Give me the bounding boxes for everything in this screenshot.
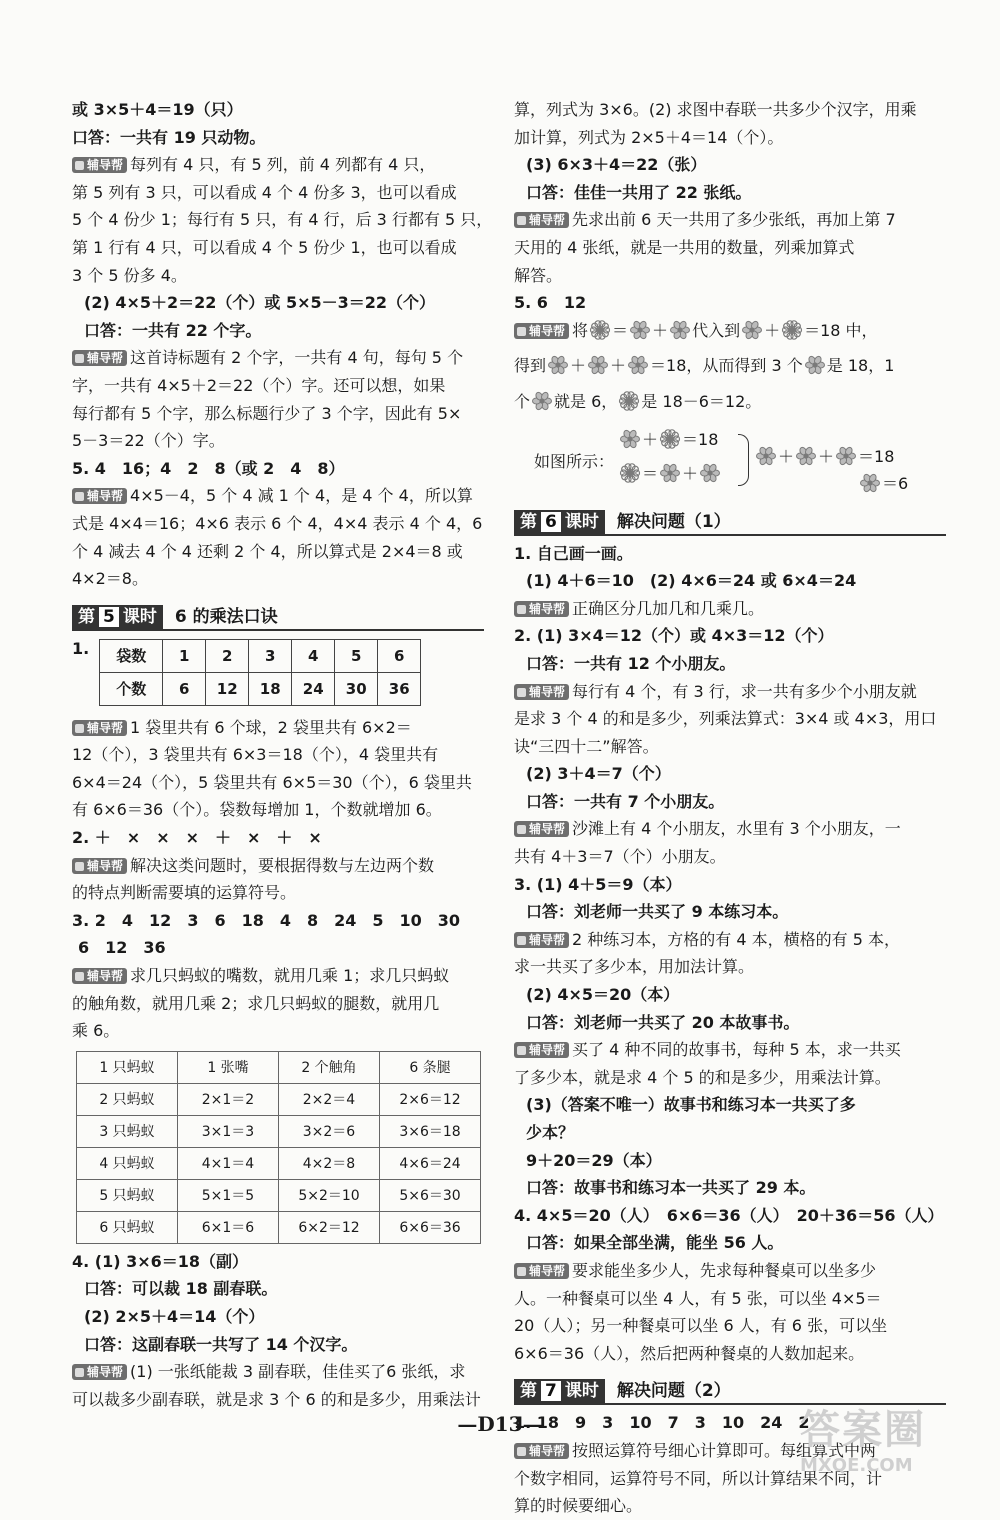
page-number: —D13— (457, 1412, 543, 1436)
table-cell: 1 张嘴 (178, 1051, 279, 1083)
answer-line: 9＋20＝29（本） (526, 1150, 662, 1170)
book-icon (517, 825, 526, 834)
book-icon (75, 1368, 84, 1377)
lesson-title: 解决问题（1） (616, 511, 731, 532)
bags-table (99, 639, 421, 706)
answer-line: (3)（答案不唯一）故事书和练习本一共买了多 (526, 1095, 856, 1115)
table-cell: 6 (163, 672, 206, 705)
book-icon (75, 354, 84, 363)
book-icon (75, 161, 84, 170)
table-cell: 2 只蚂蚁 (77, 1083, 178, 1115)
helper-tag: 辅导帮 (514, 212, 569, 228)
table-cell: 3×2＝6 (279, 1115, 380, 1147)
lesson-title: 解决问题（2） (616, 1381, 731, 1402)
flower-b-icon (803, 355, 827, 375)
hint-block: 辅导帮 按照运算符号细心计算即可。每组算式中两 个数字相同，运算符号不同，所以计算结果不同，计 算的时候要细心。 (514, 1440, 883, 1516)
hint-text: 正确区分几加几和几乘几。 (572, 598, 765, 618)
table-cell: 6×1＝6 (178, 1211, 279, 1243)
table-cell: 2×2＝4 (279, 1083, 380, 1115)
table-cell: 36 (378, 672, 421, 705)
watermark-text: 答案圈 (800, 1407, 926, 1453)
helper-tag: 辅导帮 (514, 684, 569, 700)
table-row (77, 1115, 481, 1147)
table-cell: 5 (335, 639, 378, 672)
table-cell: 个数 (100, 672, 163, 705)
flower-b-icon (530, 391, 554, 411)
table-cell: 24 (292, 672, 335, 705)
table-cell: 4×1＝4 (178, 1147, 279, 1179)
flower-diagram: 如图所示： ＋ ＝18 ＝ ＋ ＋ ＋ ＝18 ＝6 (534, 429, 909, 493)
answer-line: (2) 2×5＋4＝14（个） (84, 1307, 265, 1326)
hint-block: 辅导帮 要求能坐多少人，先求每种餐桌可以坐多少 人。一种餐桌可以坐 4 人，有 5 张，可以坐 4×5＝ 20（人）；另一种餐桌可以坐 6 人，有 6 张，可以坐 6×6＝36（人），然后把两种餐桌的人数加起来。 (514, 1260, 888, 1363)
book-icon (517, 1447, 526, 1456)
helper-tag: 辅导帮 (514, 601, 569, 617)
answer-line: 5. 4 16；4 2 8（或 2 4 8） (72, 458, 345, 478)
book-icon (517, 936, 526, 945)
flower-b-icon (546, 355, 570, 375)
table-cell: 6 (378, 639, 421, 672)
answer-line: (2) 4×5＝20（本） (526, 985, 680, 1005)
flower-a-icon (618, 463, 642, 483)
table-cell: 3 只蚂蚁 (77, 1115, 178, 1147)
flower-b-icon (740, 320, 764, 340)
flower-b-icon (668, 320, 692, 340)
table-cell: 6 只蚂蚁 (77, 1211, 178, 1243)
book-icon (517, 1267, 526, 1276)
hint-block: 辅导帮 每列有 4 只，有 5 列，前 4 列都有 4 只， 第 5 列有 3 只，可以看成 4 个 4 份多 3，也可以看成 5 个 4 份少 1；每行有 5 只，有 4 行，后 3 行都有 5 只， 第 1 行有 4 只，可以看成 4 个 5 份少 1，也可以看成 3 个 5 份多 4。 (72, 155, 493, 285)
right-column (514, 96, 946, 1520)
table-cell: 2 (206, 639, 249, 672)
table-cell: 5×2＝10 (279, 1179, 380, 1211)
answer-line: 口答：一共有 12 个小朋友。 (526, 653, 736, 673)
answer-line: 3. 2 4 12 3 6 18 4 8 24 5 10 30 (72, 910, 461, 930)
left-column (72, 96, 493, 1413)
book-icon (75, 492, 84, 501)
book-icon (517, 216, 526, 225)
answer-line: 口答：刘老师一共买了 9 本练习本。 (526, 902, 789, 922)
answer-line: (1) 4＋6＝10 (2) 4×6＝24 或 6×4＝24 (526, 571, 857, 591)
table-cell: 3×6＝18 (380, 1115, 481, 1147)
brace-icon (738, 434, 749, 486)
helper-tag: 辅导帮 (514, 1042, 569, 1058)
answer-line: 口答：一共有 7 个小朋友。 (526, 791, 725, 811)
flower-hint: 辅导帮 将 ＝ ＋ 代入到 ＋ ＝18 中， 得到 ＋ ＋ ＝18，从而得到 3 个 是 18，1 个 就是 6， 是 18－6＝12。 (514, 320, 895, 411)
table-row (100, 672, 421, 705)
answer-line: 6 12 36 (78, 938, 166, 958)
hint-block: 辅导帮 每行有 4 个，有 3 行，求一共有多少个小朋友就 是求 3 个 4 的和是多少，列乘法算式：3×4 或 4×3，用口 诀“三四十二”解答。 (514, 681, 937, 756)
book-icon (75, 972, 84, 981)
book-icon (517, 688, 526, 697)
book-icon (517, 327, 526, 336)
flower-a-icon (780, 320, 804, 340)
table-cell: 6 条腿 (380, 1051, 481, 1083)
helper-tag: 辅导帮 (72, 157, 127, 173)
table-cell: 袋数 (100, 639, 163, 672)
ants-table (76, 1051, 481, 1244)
flower-b-icon (754, 446, 778, 466)
table-cell: 5×1＝5 (178, 1179, 279, 1211)
hint-block: 辅导帮 2 种练习本，方格的有 4 本，横格的有 5 本， 求一共买了多少本，用加法计算。 (514, 929, 900, 977)
answer-line: 2. (1) 3×4＝12（个）或 4×3＝12（个） (514, 626, 834, 646)
flower-b-icon (858, 473, 882, 493)
table-cell: 2×1＝2 (178, 1083, 279, 1115)
answer-line: 口答：一共有 19 只动物。 (72, 127, 266, 147)
answer-line: 口答：刘老师一共买了 20 本故事书。 (526, 1012, 800, 1032)
flower-b-icon (626, 355, 650, 375)
flower-b-icon (586, 355, 610, 375)
watermark-url: MXQE.COM (800, 1455, 913, 1476)
answer-line: 2. ＋ × × × ＋ × ＋ × (72, 828, 322, 848)
flower-b-icon (794, 446, 818, 466)
table-cell: 30 (335, 672, 378, 705)
answer-line: 或 3×5＋4＝19（只） (72, 100, 243, 119)
hint-block: 辅导帮 求几只蚂蚁的嘴数，就用几乘 1；求几只蚂蚁 的触角数，就用几乘 2；求几只蚂蚁的腿数，就用几 乘 6。 (72, 966, 450, 1041)
hint-block: 辅导帮 1 袋里共有 6 个球，2 袋里共有 6×2＝ 12（个），3 袋里共有 6×3＝18（个），4 袋里共有 6×4＝24（个），5 袋里共有 6×5＝30（个），6 袋里共 有 6×6＝36（个）。袋数每增加 1，个数就增加 6。 (72, 717, 472, 820)
answer-line: 5. 6 12 (514, 293, 587, 313)
helper-tag: 辅导帮 (72, 858, 127, 874)
table-cell: 4×2＝8 (279, 1147, 380, 1179)
flower-b-icon (698, 463, 722, 483)
lesson-header-7: 第 7 课时 解决问题（2） (514, 1373, 946, 1405)
answer-line: (2) 4×5＋2＝22（个）或 5×5－3＝22（个） (84, 293, 436, 313)
hint-block: 辅导帮 解决这类问题时，要根据得数与左边两个数 的特点判断需要填的运算符号。 (72, 855, 435, 903)
book-icon (75, 724, 84, 733)
table-cell: 6×2＝12 (279, 1211, 380, 1243)
helper-tag: 辅导帮 (72, 1364, 127, 1380)
hint-block: 辅导帮 买了 4 种不同的故事书，每种 5 本，求一共买 了多少本，就是求 4 个 5 的和是多少，用乘法计算。 (514, 1040, 901, 1087)
flower-a-icon (588, 320, 612, 340)
helper-tag: 辅导帮 (72, 350, 127, 366)
answer-line: 口答：可以裁 18 副春联。 (84, 1279, 278, 1299)
answer-line: (3) 6×3＋4＝22（张） (526, 155, 707, 175)
hint-continued: 加计算，列式为 2×5＋4＝14（个）。 (514, 127, 784, 147)
helper-tag: 辅导帮 (514, 323, 569, 339)
hint-continued: 算，列式为 3×6。(2) 求图中春联一共多少个汉字，用乘 (514, 100, 917, 119)
flower-b-icon (628, 320, 652, 340)
hint-block: 辅导帮 (1) 一张纸能裁 3 副春联，佳佳买了6 张纸，求 可以裁多少副春联，就是求 3 个 6 的和是多少，用乘法计 (72, 1362, 481, 1409)
book-icon (517, 605, 526, 614)
flower-a-icon (658, 429, 682, 449)
table-cell: 4 (292, 639, 335, 672)
helper-tag: 辅导帮 (514, 932, 569, 948)
table-cell: 5×6＝30 (380, 1179, 481, 1211)
table-row (77, 1179, 481, 1211)
helper-tag: 辅导帮 (514, 1263, 569, 1279)
table-row (77, 1083, 481, 1115)
hint-block: 辅导帮 4×5－4，5 个 4 减 1 个 4，是 4 个 4，所以算 式是 4×4＝16；4×6 表示 6 个 4，4×4 表示 4 个 4，6 个 4 减去 4 个 4 还剩 2 个 4，所以算式是 2×4＝8 或 4×2＝8。 (72, 486, 483, 589)
table-cell: 3×1＝3 (178, 1115, 279, 1147)
answer-line: 口答：这副春联一共写了 14 个汉字。 (84, 1334, 358, 1354)
lesson-title: 6 的乘法口诀 (174, 606, 278, 627)
table-row (77, 1051, 481, 1083)
table-row (77, 1147, 481, 1179)
table-cell: 2×6＝12 (380, 1083, 481, 1115)
book-icon (517, 1046, 526, 1055)
answer-line: 口答：如果全部坐满，能坐 56 人。 (526, 1233, 784, 1253)
table-cell: 12 (206, 672, 249, 705)
answer-line: 口答：故事书和练习本一共买了 29 本。 (526, 1178, 816, 1198)
table-row (100, 639, 421, 672)
lesson-header-5: 第 5 课时 6 的乘法口诀 (72, 599, 484, 631)
helper-tag: 辅导帮 (72, 720, 127, 736)
table-cell: 4×6＝24 (380, 1147, 481, 1179)
watermark-logo (800, 1398, 990, 1478)
answer-line: 4. (1) 3×6＝18（副） (72, 1251, 249, 1271)
helper-tag: 辅导帮 (514, 1443, 569, 1459)
answer-line: 少本？ (526, 1123, 575, 1142)
figure-label: 如图所示： (534, 451, 615, 471)
table-cell: 3 (249, 639, 292, 672)
hint-block: 辅导帮 这首诗标题有 2 个字，一共有 4 句，每句 5 个 字，一共有 4×5＋2＝22（个）字。还可以想，如果 每行都有 5 个字，那么标题行少了 3 个字，因此有 5× 5－3＝22（个）字。 (72, 348, 464, 451)
table-cell: 4 只蚂蚁 (77, 1147, 178, 1179)
answer-line: 口答：佳佳一共用了 22 张纸。 (526, 182, 752, 202)
answer-line: (2) 3＋4＝7（个） (526, 764, 671, 784)
book-icon (75, 862, 84, 871)
flower-b-icon (658, 463, 682, 483)
helper-tag: 辅导帮 (72, 488, 127, 504)
answer-line: 4. 4×5＝20（人） 6×6＝36（人） 20＋36＝56（人） (514, 1205, 944, 1225)
flower-b-icon (618, 429, 642, 449)
question-1: 1. 袋数 1 2 3 4 5 6 个数 6 12 18 24 30 36 (72, 635, 484, 714)
table-cell: 1 (163, 639, 206, 672)
table-cell: 6×6＝36 (380, 1211, 481, 1243)
answer-line: 1. 自己画一画。 (514, 543, 633, 563)
table-cell: 18 (249, 672, 292, 705)
answer-line: 口答：一共有 22 个字。 (84, 320, 262, 340)
helper-tag: 辅导帮 (72, 968, 127, 984)
table-cell: 5 只蚂蚁 (77, 1179, 178, 1211)
answer-line: 3. (1) 4＋5＝9（本） (514, 874, 682, 894)
hint-block: 辅导帮 先求出前 6 天一共用了多少张纸，再加上第 7 天用的 4 张纸，就是一共用的数量，列乘加算式 解答。 (514, 210, 896, 285)
flower-a-icon (617, 391, 641, 411)
table-row (77, 1211, 481, 1243)
answer-line: 1. 18 9 3 10 7 3 10 24 2 (514, 1413, 810, 1433)
lesson-header-6: 第 6 课时 解决问题（1） (514, 504, 946, 536)
flower-b-icon (834, 446, 858, 466)
hint-block: 辅导帮 沙滩上有 4 个小朋友，水里有 3 个小朋友，一 共有 4＋3＝7（个）小朋友。 (514, 819, 901, 867)
table-cell: 2 个触角 (279, 1051, 380, 1083)
helper-tag: 辅导帮 (514, 821, 569, 837)
table-cell: 1 只蚂蚁 (77, 1051, 178, 1083)
